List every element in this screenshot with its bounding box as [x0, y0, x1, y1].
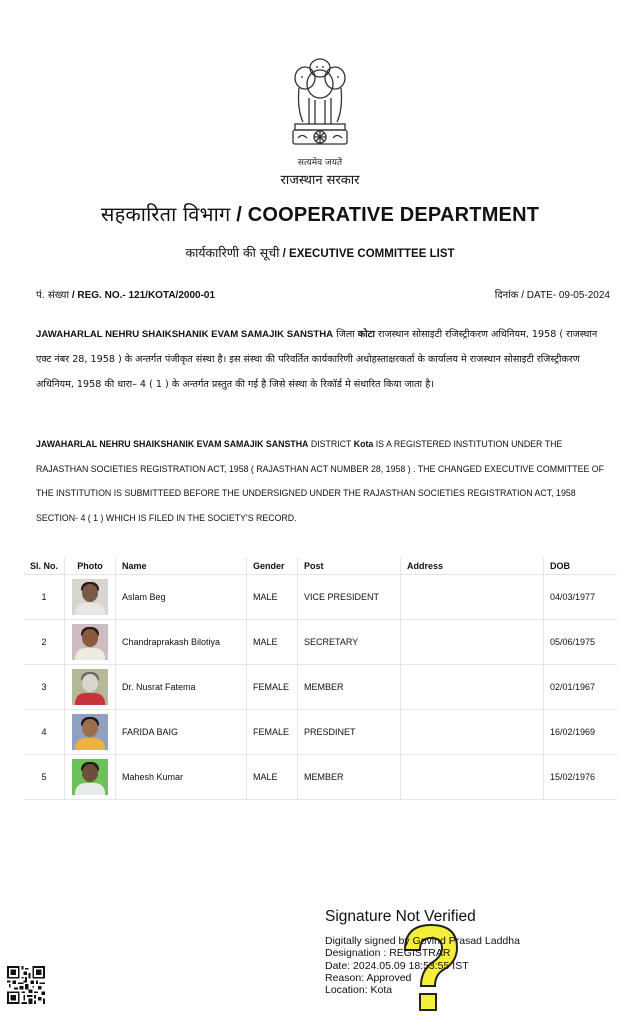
society-name-en-para: JAWAHARLAL NEHRU SHAIKSHANIK EVAM SAMAJIK SANSTHA — [36, 439, 309, 449]
column-header-name: Name — [116, 557, 247, 575]
signature-reason: Reason: Approved — [325, 971, 412, 984]
column-header-gender: Gender — [247, 557, 298, 575]
english-paragraph-text: IS A REGISTERED INSTITUTION UNDER THE RAJASTHAN SOCIETIES REGISTRATION ACT, 1958 ( RAJASTHAN ACT NUMBER 28, 1958 ) . THE CHANGED EXECUTIVE COMMITTEE OF THE INSTITUTION IS SUBMITTEED BEFORE THE UNDERSIGNED UNDER THE RAJASTHAN SOCIETIES REGISTRATION ACT, 1958 — [36, 439, 604, 498]
cell-sl-no: 5 — [24, 755, 65, 800]
list-title-english: / EXECUTIVE COMMITTEE LIST — [282, 248, 455, 260]
date-label-hindi: दिनांक — [494, 290, 519, 301]
cell-sl-no: 4 — [24, 710, 65, 755]
executive-committee-table — [24, 557, 617, 800]
district-prefix: जिला — [336, 329, 355, 340]
signed-by: Digitally signed by Govind Prasad Laddha — [325, 935, 520, 947]
cell-gender: MALE — [247, 575, 298, 620]
society-name-hi-para: JAWAHARLAL NEHRU SHAIKSHANIK EVAM SAMAJIK SANSTHA — [36, 329, 334, 340]
table-row — [24, 620, 617, 665]
signature-location: Location: Kota — [325, 984, 393, 997]
member-photo — [72, 759, 108, 795]
member-photo — [72, 669, 108, 705]
cell-post: MEMBER — [298, 755, 401, 800]
cell-gender: FEMALE — [247, 710, 298, 755]
member-photo — [72, 624, 108, 660]
table-row — [24, 665, 617, 710]
hindi-paragraph — [36, 322, 611, 397]
cell-name: Aslam Beg — [116, 575, 247, 620]
cell-dob: 15/02/1976 — [544, 755, 618, 800]
cell-gender: MALE — [247, 755, 298, 800]
member-photo — [72, 714, 108, 750]
signature-status: Signature Not Verified — [325, 908, 476, 925]
section-line: SECTION- 4 ( 1 ) WHICH IS FILED IN THE SOCIETY'S RECORD. — [36, 512, 297, 523]
cell-sl-no: 2 — [24, 620, 65, 665]
cell-address — [401, 620, 544, 665]
hindi-paragraph-text: राजस्थान सोसाइटी रजिस्ट्रीकरण अधिनियम, 1958 ( राजस्थान एक्ट नंबर 28, 1958 ) के अन्तर्गत पंजीकृत संस्था है। इस संस्था की परिवर्तित कार्यकारिणी अधोहस्ताक्षरकर्ता के कार्यालय मे राजस्थान सोसाइटी रजिस्ट्रीकरण अधिनियम, 1958 की धारा– 4 ( 1 ) के अन्तर्गत प्रस्तुत की गई है जिसे संस्था के रिकॉर्ड मे संधारित किया जाता है। — [36, 329, 598, 390]
english-paragraph — [36, 432, 616, 530]
column-header-dob: DOB — [544, 557, 618, 575]
registration-label-hindi: पं. संख्या — [36, 290, 70, 301]
cell-dob: 16/02/1969 — [544, 710, 618, 755]
cell-dob: 05/06/1975 — [544, 620, 618, 665]
column-header-address: Address — [401, 557, 544, 575]
district-name: कोटा — [357, 329, 375, 340]
cell-post: VICE PRESIDENT — [298, 575, 401, 620]
department-title-hindi: सहकारिता विभाग — [100, 202, 231, 226]
cell-name: Dr. Nusrat Fatema — [116, 665, 247, 710]
qr-code-icon — [7, 966, 45, 1004]
table-row — [24, 575, 617, 620]
cell-name: FARIDA BAIG — [116, 710, 247, 755]
cell-post: PRESDINET — [298, 710, 401, 755]
column-header-post: Post — [298, 557, 401, 575]
member-photo — [72, 579, 108, 615]
column-header-sl-no: Sl. No. — [24, 557, 65, 575]
cell-gender: MALE — [247, 620, 298, 665]
government-name: राजस्थान सरकार — [280, 173, 360, 188]
cell-name: Chandraprakash Bilotiya — [116, 620, 247, 665]
registration-number — [36, 287, 215, 301]
signature-date: Date: 2024.05.09 18:53:55 IST — [325, 959, 469, 972]
table-row — [24, 755, 617, 800]
cell-address — [401, 755, 544, 800]
cell-sl-no: 3 — [24, 665, 65, 710]
cell-post: SECRETARY — [298, 620, 401, 665]
district-prefix-en: DISTRICT — [310, 439, 352, 449]
cell-gender: FEMALE — [247, 665, 298, 710]
cell-address — [401, 575, 544, 620]
cell-dob: 02/01/1967 — [544, 665, 618, 710]
department-title-english: / COOPERATIVE DEPARTMENT — [236, 204, 540, 226]
cell-post: MEMBER — [298, 665, 401, 710]
state-emblem-icon — [285, 54, 355, 154]
table-header-row — [24, 557, 617, 575]
district-name-en: Kota — [353, 439, 374, 449]
list-title-hindi: कार्यकारिणी की सूची — [185, 245, 280, 260]
table-row — [24, 710, 617, 755]
cell-address — [401, 710, 544, 755]
list-title — [0, 244, 640, 261]
column-header-photo: Photo — [65, 557, 116, 575]
cell-dob: 04/03/1977 — [544, 575, 618, 620]
emblem-motto: सत्यमेव जयते — [297, 158, 343, 168]
cell-name: Mahesh Kumar — [116, 755, 247, 800]
date-value: / DATE- 09-05-2024 — [521, 290, 610, 301]
registration-number-value: / REG. NO.- 121/KOTA/2000-01 — [71, 290, 216, 301]
digital-signature-block — [325, 908, 545, 996]
department-title — [0, 200, 640, 227]
cell-sl-no: 1 — [24, 575, 65, 620]
document-date — [495, 287, 610, 301]
cell-address — [401, 665, 544, 710]
signer-designation: Designation : REGISTRAR — [325, 947, 451, 960]
